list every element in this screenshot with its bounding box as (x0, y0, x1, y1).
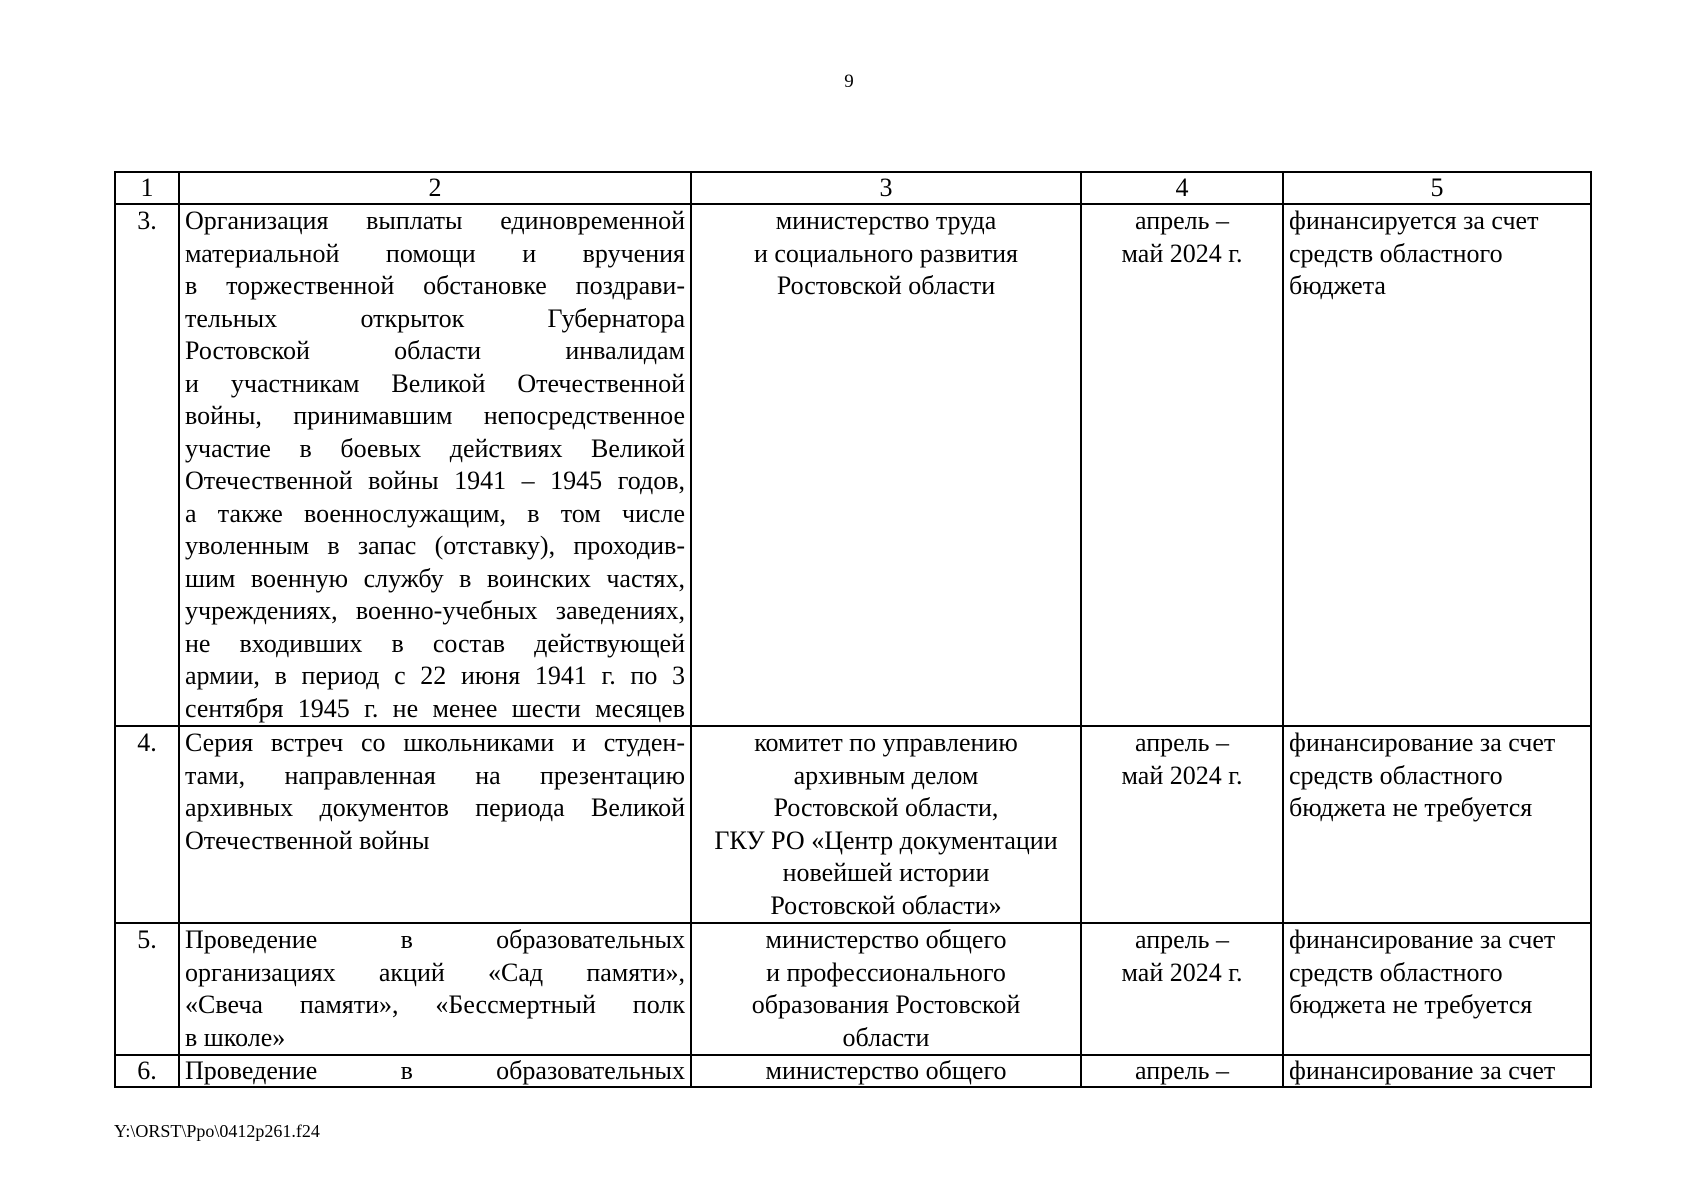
measures-table (114, 171, 1592, 1088)
financing-source (1283, 923, 1591, 1055)
cell-text-line: Отечественной войны 1941 – 1945 годов, (185, 466, 685, 495)
measure-description (179, 1055, 691, 1087)
cell-text-line: финансирование за счет (1289, 925, 1556, 954)
responsible-executor (691, 204, 1081, 726)
cell-text-line: финансируется за счет (1289, 206, 1539, 235)
header-cell-4: 4 (1081, 172, 1283, 204)
execution-period (1081, 726, 1283, 923)
cell-text-line: апрель – (1135, 1056, 1229, 1085)
financing-source (1283, 1055, 1591, 1087)
page-number: 9 (844, 71, 854, 92)
cell-text-line: организациях акций «Сад памяти», (185, 957, 685, 987)
financing-source (1283, 204, 1591, 726)
cell-text-line: финансирование за счет (1289, 1056, 1556, 1085)
row-number: 6. (115, 1055, 179, 1087)
cell-text-line: сентября 1945 г. не менее шести месяцев (185, 693, 685, 723)
cell-text-line: новейшей истории (782, 858, 990, 887)
measure-description (179, 726, 691, 923)
execution-period (1081, 204, 1283, 726)
cell-text-line: ГКУ РО «Центр документации (714, 825, 1058, 855)
cell-text-line: Проведение в образовательных (185, 925, 685, 954)
table-row (115, 1055, 1591, 1087)
financing-source (1283, 726, 1591, 923)
header-cell-5: 5 (1283, 172, 1591, 204)
cell-text-line: апрель – (1135, 206, 1229, 235)
cell-text-line: бюджета не требуется (1289, 793, 1533, 822)
cell-text-line: и социального развития (753, 238, 1019, 268)
table-header-row (115, 172, 1591, 204)
cell-text-line: учреждениях, военно-учебных заведениях, (185, 596, 685, 625)
responsible-executor (691, 923, 1081, 1055)
cell-text-line: комитет по управлению (754, 728, 1018, 757)
cell-text-line: войны, принимавшим непосредственное (185, 401, 685, 430)
row-number: 5. (115, 923, 179, 1055)
responsible-executor (691, 726, 1081, 923)
cell-text-line: средств областного (1289, 957, 1503, 987)
cell-text-line: Ростовской области, (773, 793, 999, 822)
cell-text-line: май 2024 г. (1121, 957, 1243, 987)
table-row (115, 923, 1591, 1055)
cell-text-line: армии, в период с 22 июня 1941 г. по 3 (185, 661, 685, 690)
table-row (115, 204, 1591, 726)
header-cell-3: 3 (691, 172, 1081, 204)
measure-description (179, 923, 691, 1055)
header-cell-1: 1 (115, 172, 179, 204)
cell-text-line: архивных документов периода Великой (185, 793, 685, 822)
cell-text-line: средств областного (1289, 760, 1503, 790)
cell-text-line: материальной помощи и вручения (185, 238, 685, 268)
responsible-executor (691, 1055, 1081, 1087)
cell-text-line: апрель – (1135, 925, 1229, 954)
cell-text-line: май 2024 г. (1121, 238, 1243, 268)
measure-description (179, 204, 691, 726)
cell-text-line: Ростовской области» (770, 890, 1002, 920)
cell-text-line: финансирование за счет (1289, 728, 1556, 757)
cell-text-line: Ростовской области (776, 271, 996, 300)
cell-text-line: Организация выплаты единовременной (185, 206, 685, 235)
footer-file-path: Y:\ORST\Ppo\0412p261.f24 (114, 1121, 320, 1141)
cell-text-line: а также военнослужащим, в том числе (185, 498, 685, 528)
cell-text-line: Проведение в образовательных (185, 1056, 685, 1085)
cell-text-line: министерство общего (765, 925, 1007, 954)
execution-period (1081, 923, 1283, 1055)
cell-text-line: апрель – (1135, 728, 1229, 757)
cell-text-line: и участникам Великой Отечественной (185, 368, 685, 398)
table-row (115, 726, 1591, 923)
cell-text-line: бюджета не требуется (1289, 990, 1533, 1019)
cell-text-line: в торжественной обстановке поздрави- (185, 271, 685, 300)
cell-text-line: не входивших в состав действующей (185, 628, 685, 658)
cell-text-line: средств областного (1289, 238, 1503, 268)
cell-text-line: май 2024 г. (1121, 760, 1243, 790)
cell-text-line: архивным делом (793, 760, 979, 790)
cell-text-line: в школе» (185, 1022, 286, 1052)
row-number: 4. (115, 726, 179, 923)
cell-text-line: министерство труда (775, 206, 997, 235)
row-number: 3. (115, 204, 179, 726)
cell-text-line: образования Ростовской (751, 990, 1021, 1019)
cell-text-line: Отечественной войны (185, 825, 430, 855)
cell-text-line: Ростовской области инвалидам (185, 336, 685, 365)
cell-text-line: и профессионального (766, 957, 1006, 987)
cell-text-line: тельных открыток Губернатора (185, 303, 685, 333)
cell-text-line: тами, направленная на презентацию (185, 760, 685, 790)
cell-text-line: участие в боевых действиях Великой (185, 433, 685, 463)
cell-text-line: области (842, 1022, 930, 1052)
cell-text-line: «Свеча памяти», «Бессмертный полк (185, 990, 685, 1019)
cell-text-line: бюджета (1289, 271, 1386, 300)
cell-text-line: министерство общего (765, 1056, 1007, 1085)
cell-text-line: шим военную службу в воинских частях, (185, 563, 685, 593)
cell-text-line: уволенным в запас (отставку), проходив- (185, 531, 685, 560)
cell-text-line: Серия встреч со школьниками и студен- (185, 728, 685, 757)
execution-period (1081, 1055, 1283, 1087)
header-cell-2: 2 (179, 172, 691, 204)
